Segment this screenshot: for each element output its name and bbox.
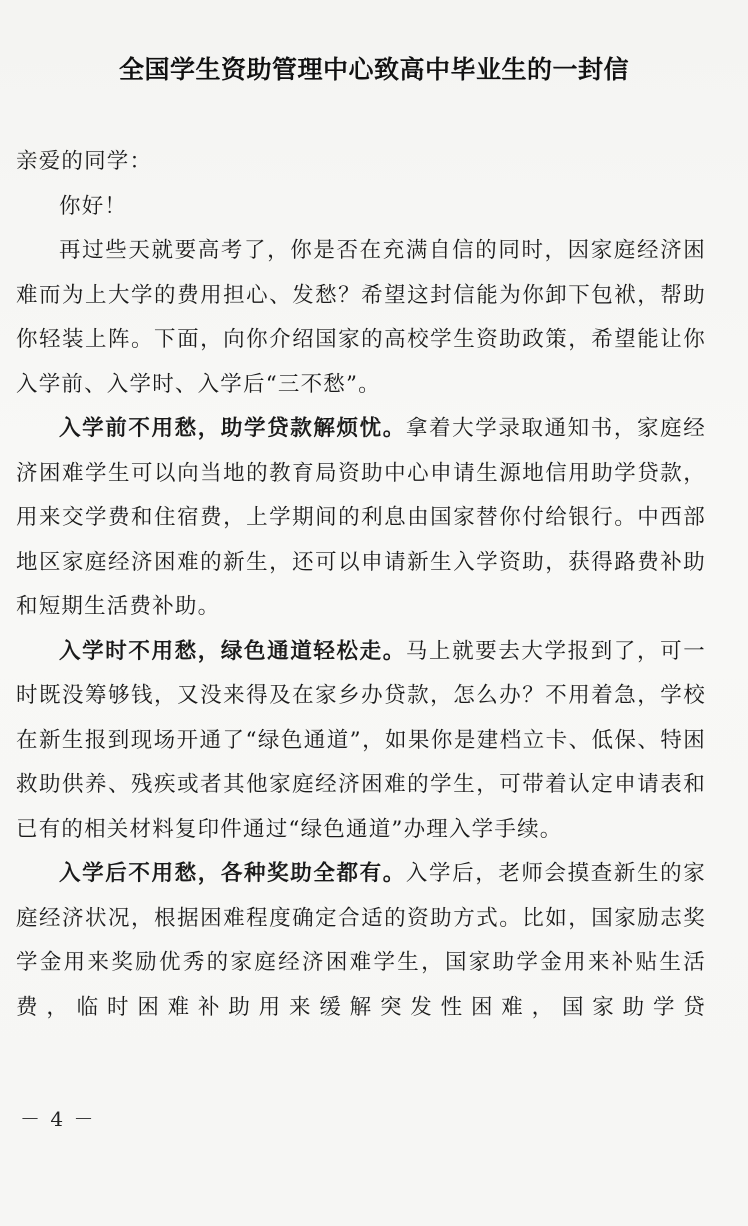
paragraph-at-enrollment xyxy=(16,630,706,853)
paragraph-heading: 入学前不用愁，助学贷款解烦忧。 xyxy=(59,416,406,441)
greeting: 你好！ xyxy=(59,193,128,219)
salutation: 亲爱的同学： xyxy=(16,149,153,174)
paragraph-before-enrollment xyxy=(16,407,706,630)
paragraph-text: 马上就要去大学报到了，可一时既没筹够钱，又没来得及在家乡办贷款，怎么办？不用着急，学校在新生报到现场开通了“绿色通道”，如果你是建档立卡、低保、特困救助供养、残疾或者其他家庭经济困难的学生，可带着认定申请表和已有的相关材料复印件通过“绿色通道”办理入学手续。 xyxy=(16,638,706,842)
document-title: 全国学生资助管理中心致高中毕业生的一封信 xyxy=(118,55,629,84)
paragraph-text: 入学后，老师会摸查新生的家庭经济状况，根据困难程度确定合适的资助方式。比如，国家励志奖学金用来奖励优秀的家庭经济困难学生，国家助学金用来补贴生活费，临时困难补助用来缓解突发性困难，国家助学贷 xyxy=(16,861,706,1020)
page-number: － 4 － xyxy=(20,1107,96,1131)
paragraph-after-enrollment xyxy=(16,852,706,1030)
paragraph-intro xyxy=(16,229,706,407)
letter-body xyxy=(16,140,706,1030)
paragraph-heading: 入学时不用愁，绿色通道轻松走。 xyxy=(59,638,406,664)
paragraph-text: 再过些天就要高考了，你是否在充满自信的同时，因家庭经济困难而为上大学的费用担心、发愁？希望这封信能为你卸下包袱，帮助你轻装上阵。下面，向你介绍国家的高校学生资助政策，希望能让你入学前、入学时、入学后“三不愁”。 xyxy=(16,238,706,397)
paragraph-text: 拿着大学录取通知书，家庭经济困难学生可以向当地的教育局资助中心申请生源地信用助学贷款，用来交学费和住宿费，上学期间的利息由国家替你付给银行。中西部地区家庭经济困难的新生，还可以申请新生入学资助，获得路费补助和短期生活费补助。 xyxy=(16,416,706,619)
paragraph-heading: 入学后不用愁，各种奖助全都有。 xyxy=(59,861,406,886)
